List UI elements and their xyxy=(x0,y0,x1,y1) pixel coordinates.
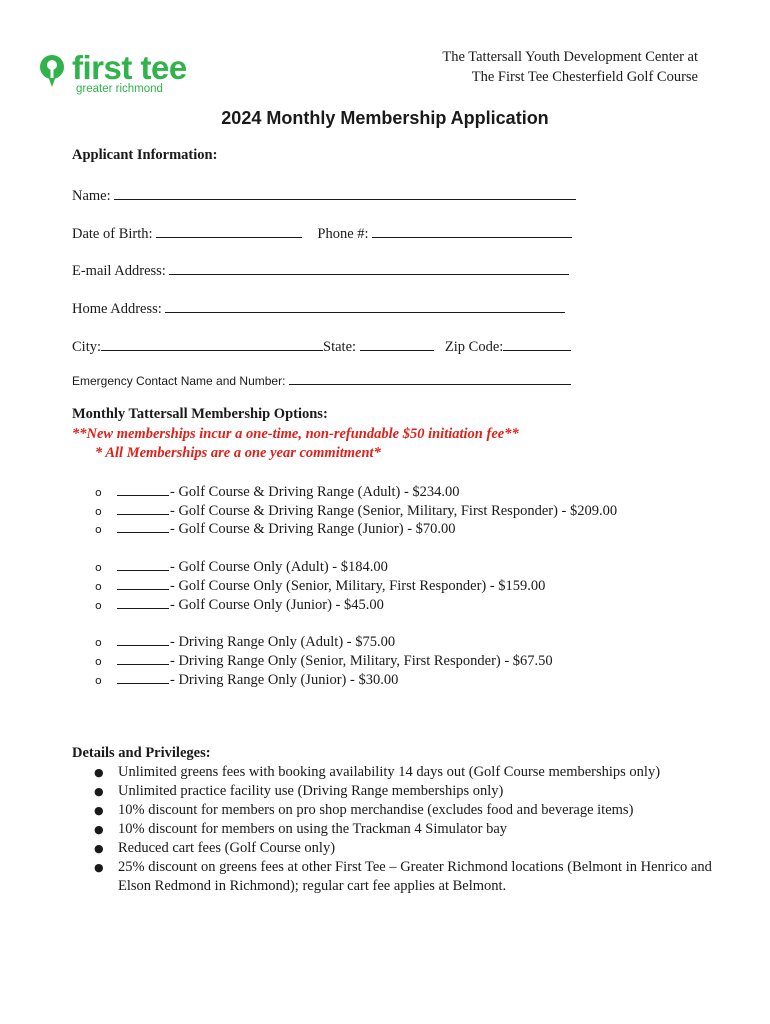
dob-field[interactable] xyxy=(156,222,302,238)
option-blank[interactable] xyxy=(117,576,169,590)
option-label: - Driving Range Only (Adult) - $75.00 xyxy=(170,634,396,650)
option-row[interactable] xyxy=(95,557,388,576)
city-label: City: xyxy=(72,339,102,355)
phone-label: Phone #: xyxy=(317,226,369,242)
email-row xyxy=(72,259,569,280)
address-field[interactable] xyxy=(165,297,565,313)
option-row[interactable] xyxy=(95,670,398,689)
address-row xyxy=(72,297,565,318)
option-label: - Golf Course Only (Junior) - $45.00 xyxy=(170,597,384,613)
option-row[interactable] xyxy=(95,651,553,670)
option-blank[interactable] xyxy=(117,501,169,515)
city-field[interactable] xyxy=(101,335,323,351)
city-state-zip-row xyxy=(72,335,571,356)
initiation-fee-note: **New memberships incur a one-time, non-refundable $50 initiation fee** xyxy=(72,426,519,442)
hollow-circle-icon: o xyxy=(95,580,102,593)
zip-label: Zip Code: xyxy=(444,339,504,355)
option-row[interactable] xyxy=(95,519,456,538)
state-label: State: xyxy=(323,339,357,355)
hollow-circle-icon: o xyxy=(95,655,102,668)
commitment-note: * All Memberships are a one year commitment* xyxy=(95,445,381,461)
option-label: - Driving Range Only (Junior) - $30.00 xyxy=(170,672,399,688)
email-label: E-mail Address: xyxy=(72,263,166,279)
first-tee-flag-icon xyxy=(38,54,66,88)
hollow-circle-icon: o xyxy=(95,561,102,574)
options-heading: Monthly Tattersall Membership Options: xyxy=(72,406,328,422)
list-item: ● Reduced cart fees (Golf Course only) xyxy=(118,839,712,858)
zip-field[interactable] xyxy=(503,335,571,351)
hollow-circle-icon: o xyxy=(95,505,102,518)
list-item: ● Unlimited practice facility use (Driving Range memberships only) xyxy=(118,782,712,801)
details-section xyxy=(72,744,712,896)
applicant-heading: Applicant Information: xyxy=(72,147,218,163)
option-label: - Driving Range Only (Senior, Military, First Responder) - $67.50 xyxy=(170,653,553,669)
address-label: Home Address: xyxy=(72,301,162,317)
first-tee-logo xyxy=(38,49,218,100)
option-label: - Golf Course & Driving Range (Senior, Military, First Responder) - $209.00 xyxy=(170,503,618,519)
location-line-1: The Tattersall Youth Development Center at xyxy=(442,49,698,65)
option-row[interactable] xyxy=(95,632,395,651)
option-row[interactable] xyxy=(95,576,545,595)
option-blank[interactable] xyxy=(117,482,169,496)
option-blank[interactable] xyxy=(117,557,169,571)
emergency-field[interactable] xyxy=(289,372,571,385)
hollow-circle-icon: o xyxy=(95,636,102,649)
location-block xyxy=(442,47,698,87)
option-blank[interactable] xyxy=(117,632,169,646)
location-line-2: The First Tee Chesterfield Golf Course xyxy=(471,69,698,85)
option-label: - Golf Course & Driving Range (Adult) - $234.00 xyxy=(170,484,460,500)
emergency-label: Emergency Contact Name and Number: xyxy=(72,374,286,388)
name-label: Name: xyxy=(72,188,111,204)
dob-phone-row xyxy=(72,222,572,243)
name-row xyxy=(72,184,576,205)
logo-subtitle: greater richmond xyxy=(76,83,163,95)
option-row[interactable] xyxy=(95,482,460,501)
list-item: ● 10% discount for members on using the Trackman 4 Simulator bay xyxy=(118,820,712,839)
state-field[interactable] xyxy=(360,335,434,351)
option-blank[interactable] xyxy=(117,595,169,609)
hollow-circle-icon: o xyxy=(95,599,102,612)
option-label: - Golf Course Only (Senior, Military, First Responder) - $159.00 xyxy=(170,578,546,594)
list-item: ● Unlimited greens fees with booking availability 14 days out (Golf Course memberships only) xyxy=(118,763,712,782)
option-label: - Golf Course Only (Adult) - $184.00 xyxy=(170,559,388,575)
option-row[interactable] xyxy=(95,595,384,614)
dob-label: Date of Birth: xyxy=(72,226,153,242)
name-field[interactable] xyxy=(114,184,576,200)
page-title: 2024 Monthly Membership Application xyxy=(221,108,549,128)
option-blank[interactable] xyxy=(117,519,169,533)
email-field[interactable] xyxy=(169,259,569,275)
option-blank[interactable] xyxy=(117,670,169,684)
option-label: - Golf Course & Driving Range (Junior) - $70.00 xyxy=(170,521,456,537)
hollow-circle-icon: o xyxy=(95,523,102,536)
option-row[interactable] xyxy=(95,501,617,520)
details-heading: Details and Privileges: xyxy=(72,745,211,761)
hollow-circle-icon: o xyxy=(95,486,102,499)
list-item: ● 10% discount for members on pro shop merchandise (excludes food and beverage items) xyxy=(118,801,712,820)
option-blank[interactable] xyxy=(117,651,169,665)
phone-field[interactable] xyxy=(372,222,572,238)
list-item: ● 25% discount on greens fees at other First Tee – Greater Richmond locations (Belmont in Henrico and Elson Redmond in Richmond); regular cart fee applies at Belmont. xyxy=(118,858,712,896)
emergency-row xyxy=(72,372,571,388)
logo-wordmark: first tee xyxy=(72,49,187,86)
hollow-circle-icon: o xyxy=(95,674,102,687)
details-list xyxy=(72,763,712,896)
